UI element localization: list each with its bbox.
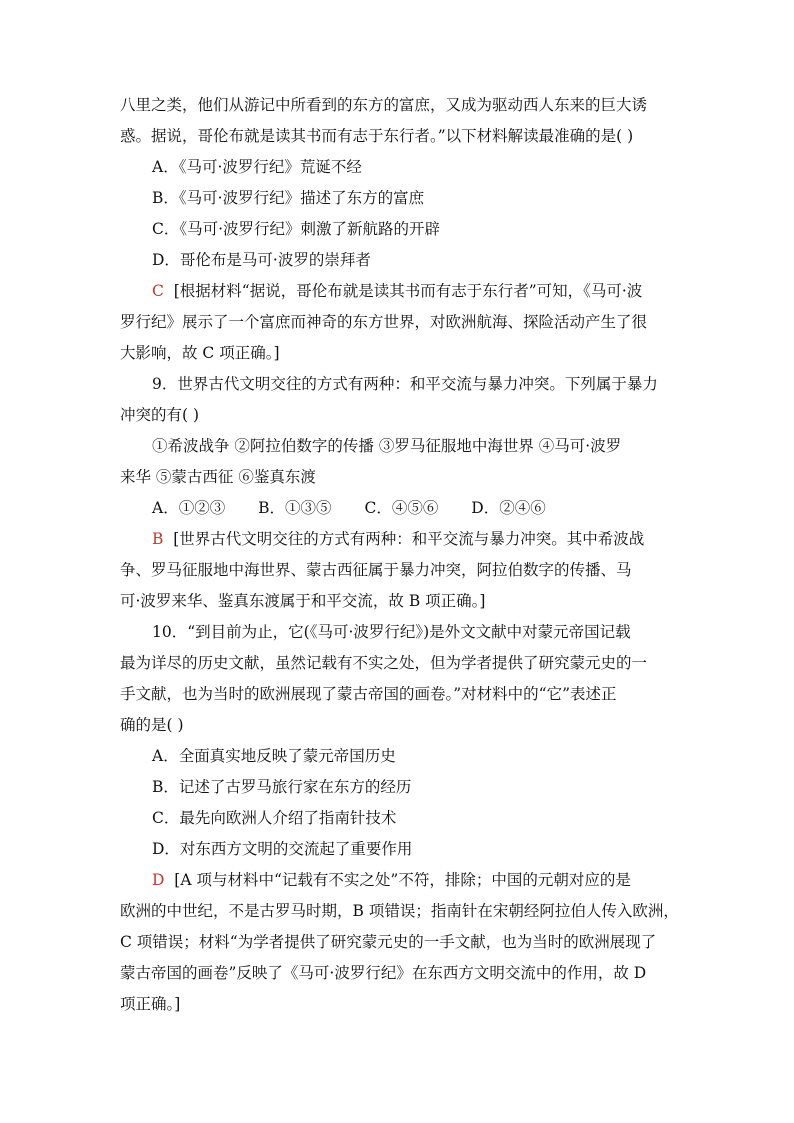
document-page xyxy=(120,90,678,1020)
answer-explanation-line xyxy=(120,865,678,896)
question-items-line: ①希波战争 ②阿拉伯数字的传播 ③罗马征服地中海世界 ④马可·波罗 xyxy=(152,437,622,455)
option-a: A．全面真实地反映了蒙元帝国历史 xyxy=(152,747,396,765)
explanation-text: [世界古代文明交往的方式有两种：和平交流与暴力冲突。其中希波战 xyxy=(173,530,645,548)
answer-explanation-line: C 项错误；材料“为学者提供了研究蒙元史的一手文献，也为当时的欧洲展现了 xyxy=(120,933,657,951)
question-items-line: 来华 ⑤蒙古西征 ⑥鉴真东渡 xyxy=(120,468,316,486)
question-stem-line: 八里之类，他们从游记中所看到的东方的富庶，又成为驱动西人东来的巨大诱 xyxy=(120,96,648,114)
explanation-text: [根据材料“据说，哥伦布就是读其书而有志于东行者”可知，《马可·波 xyxy=(173,282,643,300)
answer-explanation-line xyxy=(120,524,678,555)
answer-letter: B xyxy=(152,530,164,548)
answer-explanation-line: 争、罗马征服地中海世界、蒙古西征属于暴力冲突，阿拉伯数字的传播、马 xyxy=(120,561,632,579)
question-stem-line: 9．世界古代文明交往的方式有两种：和平交流与暴力冲突。下列属于暴力 xyxy=(152,375,658,393)
option-c: C．最先向欧洲人介绍了指南针技术 xyxy=(152,809,397,827)
answer-letter: C xyxy=(152,282,164,300)
answer-explanation-line: 蒙古帝国的画卷”反映了《马可·波罗行纪》在东西方文明交流中的作用，故 D xyxy=(120,964,647,982)
question-stem-line: 惑。据说，哥伦布就是读其书而有志于东行者。”以下材料解读最准确的是( ) xyxy=(120,127,634,145)
answer-letter: D xyxy=(152,871,165,889)
options-row xyxy=(120,493,678,524)
option-b: B．《马可·波罗行纪》描述了东方的富庶 xyxy=(152,189,425,207)
option-a: A．《马可·波罗行纪》荒诞不经 xyxy=(152,158,362,176)
answer-explanation-line: 大影响，故 C 项正确。] xyxy=(120,344,280,362)
option-b: B．记述了古罗马旅行家在东方的经历 xyxy=(152,778,412,796)
question-stem-line: 最为详尽的历史文献，虽然记载有不实之处，但为学者提供了研究蒙元史的一 xyxy=(120,654,648,672)
answer-explanation-line: 罗行纪》展示了一个富庶而神奇的东方世界，对欧洲航海、探险活动产生了很 xyxy=(120,313,648,331)
question-9 xyxy=(120,369,678,617)
option-d: D．哥伦布是马可·波罗的崇拜者 xyxy=(152,251,371,269)
question-stem-line: 确的是( ) xyxy=(120,716,184,734)
answer-explanation-line: 欧洲的中世纪，不是古罗马时期，B 项错误；指南针在宋朝经阿拉伯人传入欧洲， xyxy=(120,902,679,920)
question-8 xyxy=(120,90,678,369)
explanation-text: [A 项与材料中“记载有不实之处”不符，排除；中国的元朝对应的是 xyxy=(174,871,631,889)
answer-explanation-line xyxy=(120,276,678,307)
question-stem-line: 手文献，也为当时的欧洲展现了蒙古帝国的画卷。”对材料中的“它”表述正 xyxy=(120,685,617,703)
question-stem-line: 10．“到目前为止，它(《马可·波罗行纪》)是外文文献中对蒙元帝国记载 xyxy=(152,623,631,641)
option-c: C．④⑤⑥ xyxy=(364,499,439,517)
option-b: B．①③⑤ xyxy=(258,499,332,517)
answer-explanation-line: 可·波罗来华、鉴真东渡属于和平交流，故 B 项正确。] xyxy=(120,592,486,610)
option-a: A．①②③ xyxy=(152,499,226,517)
option-d: D．对东西方文明的交流起了重要作用 xyxy=(152,840,413,858)
question-stem-line: 冲突的有( ) xyxy=(120,406,200,424)
option-d: D．②④⑥ xyxy=(471,499,546,517)
question-10 xyxy=(120,617,678,1020)
answer-explanation-line: 项正确。] xyxy=(120,995,181,1013)
option-c: C．《马可·波罗行纪》刺激了新航路的开辟 xyxy=(152,220,441,238)
